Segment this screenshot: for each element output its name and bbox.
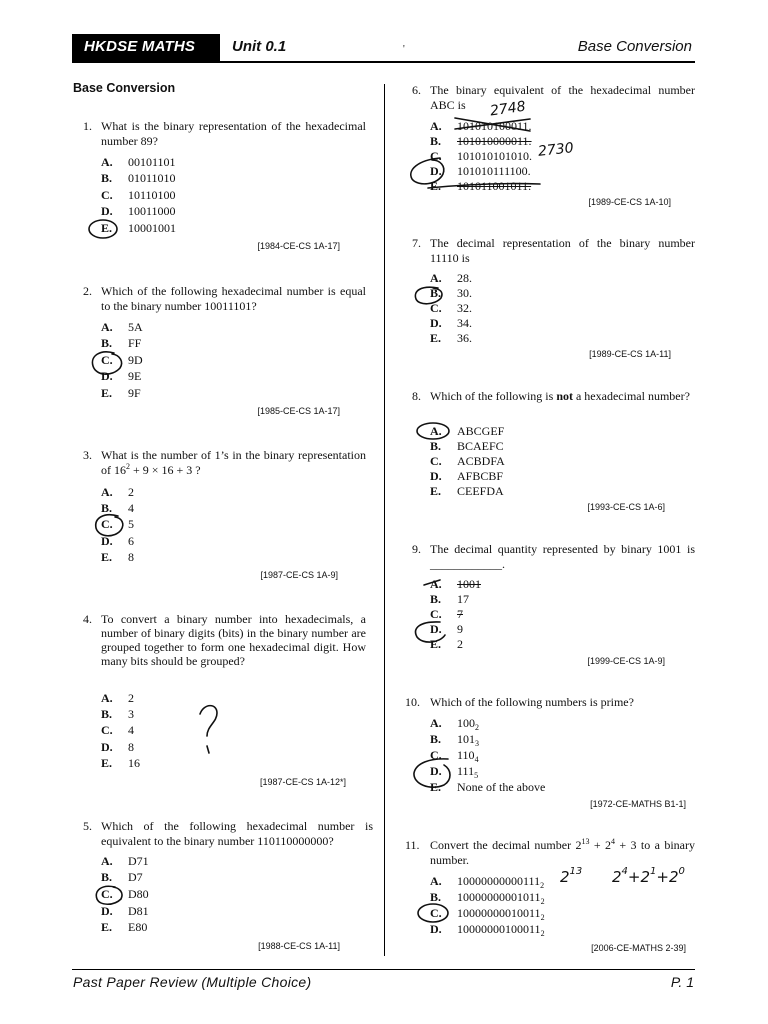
question-text: Which of the following hexadecimal number is equal to the binary number 10011101? bbox=[101, 284, 366, 313]
footer-title: Past Paper Review (Multiple Choice) bbox=[73, 974, 312, 990]
option-c bbox=[101, 517, 134, 532]
option-d bbox=[430, 764, 478, 779]
option-letter: C. bbox=[430, 906, 442, 920]
option-letter: B. bbox=[430, 439, 442, 453]
option-b bbox=[430, 134, 532, 149]
option-c bbox=[430, 149, 532, 164]
option-base: 2 bbox=[540, 881, 545, 890]
question-text bbox=[430, 389, 695, 404]
header-badge-label: HKDSE MATHS bbox=[84, 38, 196, 55]
option-value: BCAEFC bbox=[457, 439, 504, 453]
option-letter: D. bbox=[430, 469, 442, 483]
header-tick: ' bbox=[403, 44, 405, 55]
option-value: CEEFDA bbox=[457, 484, 504, 498]
option-a bbox=[101, 320, 143, 335]
option-a bbox=[101, 155, 176, 170]
option-base: 2 bbox=[540, 913, 545, 922]
option-letter: C. bbox=[430, 607, 442, 621]
option-c bbox=[430, 748, 479, 763]
option-value: 16 bbox=[128, 756, 140, 770]
option-c bbox=[430, 906, 545, 921]
option-b bbox=[101, 707, 134, 722]
option-base: 2 bbox=[475, 723, 479, 732]
option-letter: E. bbox=[430, 780, 442, 794]
option-letter: A. bbox=[430, 424, 442, 438]
option-value: 10000000001011 bbox=[457, 890, 541, 904]
option-value: 4 bbox=[128, 501, 134, 515]
option-value: 10000000010011 bbox=[457, 906, 541, 920]
question-source: [1989-CE-CS 1A-11] bbox=[589, 349, 671, 359]
option-letter: D. bbox=[101, 204, 113, 218]
option-b bbox=[101, 171, 176, 186]
option-a bbox=[430, 716, 479, 731]
option-value: ACBDFA bbox=[457, 454, 505, 468]
option-letter: C. bbox=[101, 723, 113, 737]
option-value: 100 bbox=[457, 716, 475, 730]
option-letter: E. bbox=[101, 920, 113, 934]
option-c bbox=[430, 607, 463, 622]
question-text: What is the binary representation of the hexadecimal number 89? bbox=[101, 119, 366, 148]
option-value: 7 bbox=[457, 607, 463, 621]
option-base: 4 bbox=[474, 755, 479, 764]
question-exponent-2: 4 bbox=[611, 837, 615, 846]
question-text-before: What is the number of 1’s in the binary representation of 16 bbox=[101, 448, 366, 477]
handwritten-exponent: 1 bbox=[650, 866, 657, 877]
option-letter: C. bbox=[430, 454, 442, 468]
handwritten-2748: 2748 bbox=[489, 98, 527, 120]
option-e bbox=[101, 386, 141, 401]
option-letter: A. bbox=[430, 119, 442, 133]
option-letter: B. bbox=[430, 592, 442, 606]
option-letter: C. bbox=[101, 517, 113, 531]
option-d bbox=[101, 369, 141, 384]
option-value: 32. bbox=[457, 301, 472, 315]
option-letter: D. bbox=[101, 904, 113, 918]
header-badge bbox=[72, 34, 220, 61]
footer-rule bbox=[72, 969, 695, 970]
option-letter: A. bbox=[101, 854, 113, 868]
question-text-emphasis: not bbox=[556, 389, 573, 403]
question-number: 4. bbox=[83, 612, 92, 626]
section-title: Base Conversion bbox=[73, 81, 176, 95]
option-a bbox=[430, 577, 481, 592]
question-text-c: + 3 to a binary number. bbox=[430, 838, 695, 867]
option-a bbox=[101, 485, 134, 500]
option-value: 101010100011. bbox=[457, 119, 532, 133]
option-letter: C. bbox=[101, 887, 113, 901]
option-a bbox=[101, 691, 134, 706]
question-1 bbox=[83, 119, 366, 254]
option-value: 101011001011. bbox=[457, 179, 532, 193]
option-letter: D. bbox=[430, 622, 442, 636]
option-value: 2 bbox=[128, 485, 134, 499]
question-number: 5. bbox=[83, 819, 92, 833]
option-value: 101010111100. bbox=[457, 164, 531, 178]
question-7 bbox=[412, 236, 695, 366]
handwritten-term: +2 bbox=[656, 868, 679, 886]
handwritten-exponent: 4 bbox=[621, 866, 628, 877]
question-number: 6. bbox=[412, 83, 421, 97]
option-letter: C. bbox=[101, 353, 113, 367]
option-letter: B. bbox=[101, 707, 113, 721]
option-value: AFBCBF bbox=[457, 469, 504, 483]
handwritten-2730: 2730 bbox=[537, 140, 575, 160]
option-value: 5A bbox=[128, 320, 143, 334]
option-a bbox=[430, 271, 472, 286]
option-value: 101010000011. bbox=[457, 134, 532, 148]
option-letter: D. bbox=[430, 764, 442, 778]
question-text: Which of the following numbers is prime? bbox=[430, 695, 634, 709]
option-value: D80 bbox=[128, 887, 149, 901]
option-value: 8 bbox=[128, 740, 134, 754]
option-letter: E. bbox=[101, 386, 113, 400]
option-e bbox=[101, 756, 140, 771]
option-d bbox=[430, 164, 531, 179]
option-letter: E. bbox=[430, 484, 442, 498]
option-letter: A. bbox=[101, 320, 113, 334]
option-a bbox=[430, 119, 532, 134]
option-base: 3 bbox=[475, 739, 479, 748]
option-b bbox=[430, 732, 479, 747]
option-letter: B. bbox=[430, 890, 442, 904]
option-value: 34. bbox=[457, 316, 472, 330]
option-value: 17 bbox=[457, 592, 469, 606]
question-4 bbox=[83, 612, 366, 792]
option-e bbox=[430, 331, 472, 346]
question-text bbox=[430, 838, 695, 867]
option-value: 10110100 bbox=[128, 188, 176, 202]
question-source: [1987-CE-CS 1A-12*] bbox=[259, 777, 346, 787]
option-value: 01011010 bbox=[128, 171, 176, 185]
handwritten-exponent: 13 bbox=[569, 866, 583, 877]
question-source: [1972-CE-MATHS B1-1] bbox=[590, 799, 686, 809]
option-c bbox=[430, 454, 505, 469]
option-d bbox=[101, 204, 176, 219]
option-value: 2 bbox=[128, 691, 134, 705]
question-text: The decimal representation of the binary number 11110 is bbox=[430, 236, 695, 265]
question-5 bbox=[83, 819, 373, 954]
option-b bbox=[430, 286, 472, 301]
option-value: 5 bbox=[128, 517, 134, 531]
option-value: 101010101010. bbox=[457, 149, 532, 163]
option-letter: A. bbox=[101, 691, 113, 705]
question-source: [1993-CE-CS 1A-6] bbox=[587, 502, 665, 512]
option-value: 36. bbox=[457, 331, 472, 345]
option-letter: D. bbox=[430, 164, 442, 178]
question-text: The decimal quantity represented by binary 1001 is ____________. bbox=[430, 542, 695, 571]
option-value: 2 bbox=[457, 637, 463, 651]
header-topic: Base Conversion bbox=[577, 38, 692, 55]
option-value: 00101101 bbox=[128, 155, 176, 169]
option-value: 1001 bbox=[457, 577, 481, 591]
option-d bbox=[101, 534, 134, 549]
option-d bbox=[101, 904, 149, 919]
question-source: [1987-CE-CS 1A-9] bbox=[260, 570, 338, 580]
question-2 bbox=[83, 284, 366, 419]
option-letter: E. bbox=[430, 637, 442, 651]
option-value: 8 bbox=[128, 550, 134, 564]
option-e bbox=[430, 780, 545, 795]
option-value: 10001001 bbox=[128, 221, 176, 235]
option-letter: E. bbox=[430, 331, 442, 345]
option-value: D7 bbox=[128, 870, 143, 884]
option-letter: D. bbox=[430, 316, 442, 330]
option-value: E80 bbox=[128, 920, 148, 934]
question-source: [1988-CE-CS 1A-11] bbox=[258, 941, 340, 951]
option-value: 30. bbox=[457, 286, 472, 300]
question-text-after: + 9 × 16 + 3 ? bbox=[130, 462, 201, 477]
option-b bbox=[101, 870, 143, 885]
option-b bbox=[430, 439, 504, 454]
option-value: D71 bbox=[128, 854, 149, 868]
option-letter: B. bbox=[430, 286, 442, 300]
option-value: 3 bbox=[128, 707, 134, 721]
option-base: 2 bbox=[540, 929, 545, 938]
handwritten-base: 2 bbox=[560, 868, 570, 886]
page-number: P. 1 bbox=[670, 974, 694, 990]
option-letter: B. bbox=[101, 870, 113, 884]
option-letter: A. bbox=[430, 874, 442, 888]
question-number: 11. bbox=[405, 838, 420, 852]
option-letter: A. bbox=[430, 577, 442, 591]
option-value: None of the above bbox=[457, 780, 546, 794]
handwritten-expansion bbox=[612, 868, 685, 886]
option-value: 9E bbox=[128, 369, 142, 383]
option-e bbox=[101, 920, 147, 935]
option-letter: E. bbox=[430, 179, 442, 193]
option-letter: B. bbox=[101, 501, 113, 515]
option-letter: B. bbox=[430, 134, 442, 148]
option-value: 4 bbox=[128, 723, 134, 737]
header-rule bbox=[72, 61, 695, 63]
option-letter: C. bbox=[430, 149, 442, 163]
question-10 bbox=[405, 695, 695, 815]
question-source: [1984-CE-CS 1A-17] bbox=[257, 241, 340, 251]
option-letter: C. bbox=[430, 301, 442, 315]
option-letter: E. bbox=[101, 221, 113, 235]
option-value: 9D bbox=[128, 353, 143, 367]
option-letter: E. bbox=[101, 550, 113, 564]
option-c bbox=[101, 723, 134, 738]
option-b bbox=[101, 336, 141, 351]
option-a bbox=[430, 874, 544, 889]
question-11 bbox=[405, 838, 695, 958]
question-number: 1. bbox=[83, 119, 92, 133]
option-value: 9 bbox=[457, 622, 463, 636]
question-source: [1989-CE-CS 1A-10] bbox=[588, 197, 671, 207]
option-value: 10000000000111 bbox=[457, 874, 541, 888]
option-value: 10011000 bbox=[128, 204, 176, 218]
option-value: D81 bbox=[128, 904, 149, 918]
handwritten-term: +2 bbox=[627, 868, 651, 886]
option-letter: A. bbox=[430, 716, 442, 730]
question-number: 10. bbox=[405, 695, 420, 709]
option-value: 28. bbox=[457, 271, 472, 285]
question-text-a: Convert the decimal number 2 bbox=[430, 838, 582, 852]
option-value: 111 bbox=[457, 764, 475, 778]
question-number: 7. bbox=[412, 236, 421, 250]
option-e bbox=[101, 221, 176, 236]
option-base: 2 bbox=[540, 897, 545, 906]
option-b bbox=[430, 592, 469, 607]
question-8 bbox=[412, 389, 695, 519]
option-d bbox=[430, 922, 545, 937]
question-number: 3. bbox=[83, 448, 92, 462]
option-letter: A. bbox=[430, 271, 442, 285]
option-e bbox=[430, 179, 531, 194]
question-number: 2. bbox=[83, 284, 92, 298]
option-d bbox=[101, 740, 134, 755]
option-c bbox=[101, 887, 149, 902]
option-e bbox=[430, 484, 504, 499]
option-letter: B. bbox=[430, 732, 442, 746]
question-text-b: + 2 bbox=[589, 838, 611, 852]
question-text bbox=[101, 448, 366, 477]
handwritten-term: 2 bbox=[612, 868, 622, 886]
handwritten-two bbox=[560, 868, 582, 886]
option-a bbox=[101, 854, 149, 869]
option-letter: B. bbox=[101, 171, 113, 185]
question-9 bbox=[412, 542, 695, 672]
question-text-before: Which of the following is bbox=[430, 389, 557, 403]
option-letter: E. bbox=[101, 756, 113, 770]
option-letter: A. bbox=[101, 485, 113, 499]
option-value: 6 bbox=[128, 534, 134, 548]
handwritten-exponent: 0 bbox=[678, 866, 685, 877]
option-c bbox=[430, 301, 472, 316]
question-text: The binary equivalent of the hexadecimal number ABC is bbox=[430, 83, 695, 112]
question-3 bbox=[83, 448, 366, 583]
option-letter: D. bbox=[101, 534, 113, 548]
question-source: [1999-CE-CS 1A-9] bbox=[587, 656, 665, 666]
option-b bbox=[430, 890, 545, 905]
question-text: Which of the following hexadecimal number is equivalent to the binary number 110110000000? bbox=[101, 819, 373, 848]
question-source: [2006-CE-MATHS 2-39] bbox=[591, 943, 686, 953]
option-e bbox=[430, 637, 463, 652]
option-b bbox=[101, 501, 134, 516]
option-d bbox=[430, 469, 503, 484]
option-e bbox=[101, 550, 134, 565]
question-source: [1985-CE-CS 1A-17] bbox=[257, 406, 340, 416]
question-exponent-1: 13 bbox=[581, 837, 590, 846]
option-letter: B. bbox=[101, 336, 113, 350]
option-letter: D. bbox=[101, 369, 113, 383]
option-value: ABCGEF bbox=[457, 424, 505, 438]
question-exponent: 2 bbox=[126, 461, 130, 471]
option-base: 5 bbox=[474, 771, 479, 780]
option-c bbox=[101, 353, 143, 368]
option-d bbox=[430, 622, 463, 637]
option-value: 10000000100011 bbox=[457, 922, 541, 936]
option-letter: D. bbox=[430, 922, 442, 936]
option-value: 9F bbox=[128, 386, 141, 400]
question-text: To convert a binary number into hexadecimals, a number of binary digits (bits) in the binary number are grouped together to form one hexadecimal digit. How many bits should be grouped? bbox=[101, 612, 366, 668]
option-a bbox=[430, 424, 504, 439]
option-letter: A. bbox=[101, 155, 113, 169]
option-letter: C. bbox=[430, 748, 442, 762]
option-value: FF bbox=[128, 336, 142, 350]
question-number: 9. bbox=[412, 542, 421, 556]
option-c bbox=[101, 188, 176, 203]
question-number: 8. bbox=[412, 389, 421, 403]
option-letter: C. bbox=[101, 188, 113, 202]
option-value: 101 bbox=[457, 732, 475, 746]
column-divider bbox=[384, 84, 385, 956]
question-text-after: a hexadecimal number? bbox=[572, 389, 690, 403]
option-d bbox=[430, 316, 472, 331]
unit-label: Unit 0.1 bbox=[232, 38, 287, 55]
option-letter: D. bbox=[101, 740, 113, 754]
option-value: 110 bbox=[457, 748, 475, 762]
